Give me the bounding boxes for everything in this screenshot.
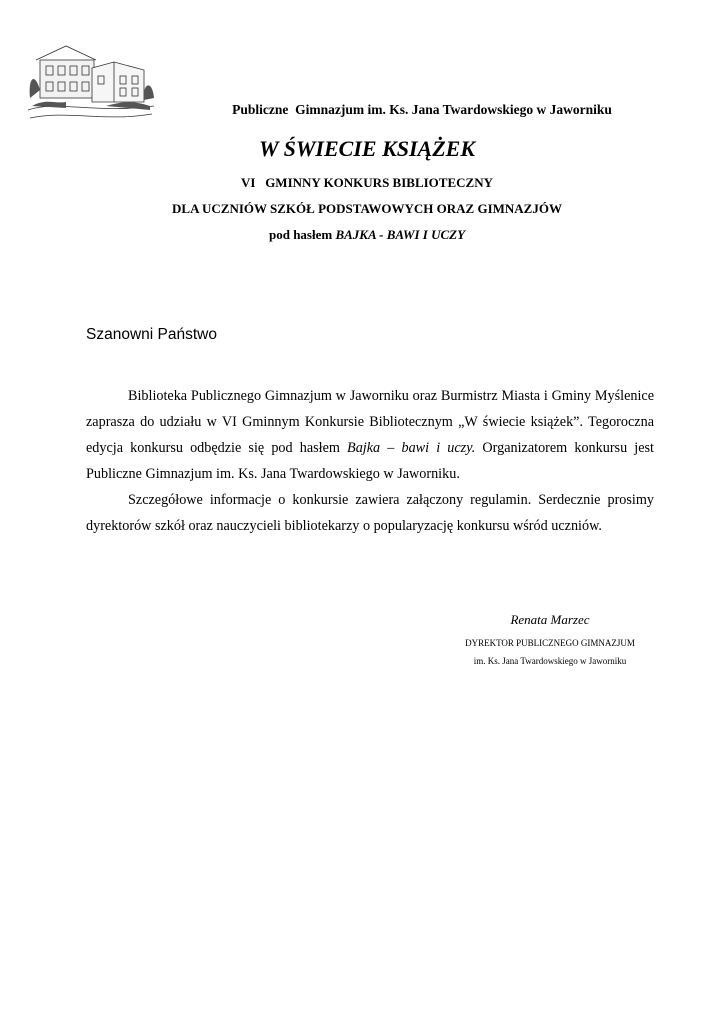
paragraph-2: Szczegółowe informacje o konkursie zawiera załączony regulamin. Serdecznie prosimy dyrektorów szkół oraz nauczycieli bibliotekarzy o popularyzację konkursu wśród uczniów. <box>86 492 654 534</box>
signature-role: DYREKTOR PUBLICZNEGO GIMNAZJUM <box>465 638 635 648</box>
contest-subtitle: VI GMINNY KONKURS BIBLIOTECZNY <box>241 175 493 190</box>
signature-school: im. Ks. Jana Twardowskiego w Jaworniku <box>473 656 627 666</box>
paragraph-1-part1: Biblioteka Publicznego Gimnazjum w Jaworniku oraz Burmistrz Miasta i Gminy Myślenice zaprasza do udziału w VI Gminnym Konkursie Bibliotecznym „W świecie książek”. Tegoroczna edycja konkursu odbędzie się pod hasłem <box>86 388 654 456</box>
motto-prefix: pod hasłem <box>268 227 336 242</box>
paragraph-1-motto: Bajka – bawi i uczy. <box>347 440 476 456</box>
school-name: Publiczne Gimnazjum im. Ks. Jana Twardowskiego w Jaworniku <box>232 102 612 117</box>
greeting: Szanowni Państwo <box>86 326 217 343</box>
paragraph-1 <box>86 383 654 487</box>
audience-subtitle: DLA UCZNIÓW SZKÓŁ PODSTAWOWYCH ORAZ GIMNAZJÓW <box>172 201 562 216</box>
letter-body <box>86 383 654 539</box>
motto: BAJKA - BAWI I UCZY <box>335 227 466 242</box>
paragraph-1-part2: Organizatorem konkursu jest Publiczne Gimnazjum im. Ks. Jana Twardowskiego w Jaworniku. <box>86 440 654 482</box>
motto-line <box>0 227 724 243</box>
document-title: W ŚWIECIE KSIĄŻEK <box>258 136 476 161</box>
signature-name: Renata Marzec <box>510 612 590 627</box>
